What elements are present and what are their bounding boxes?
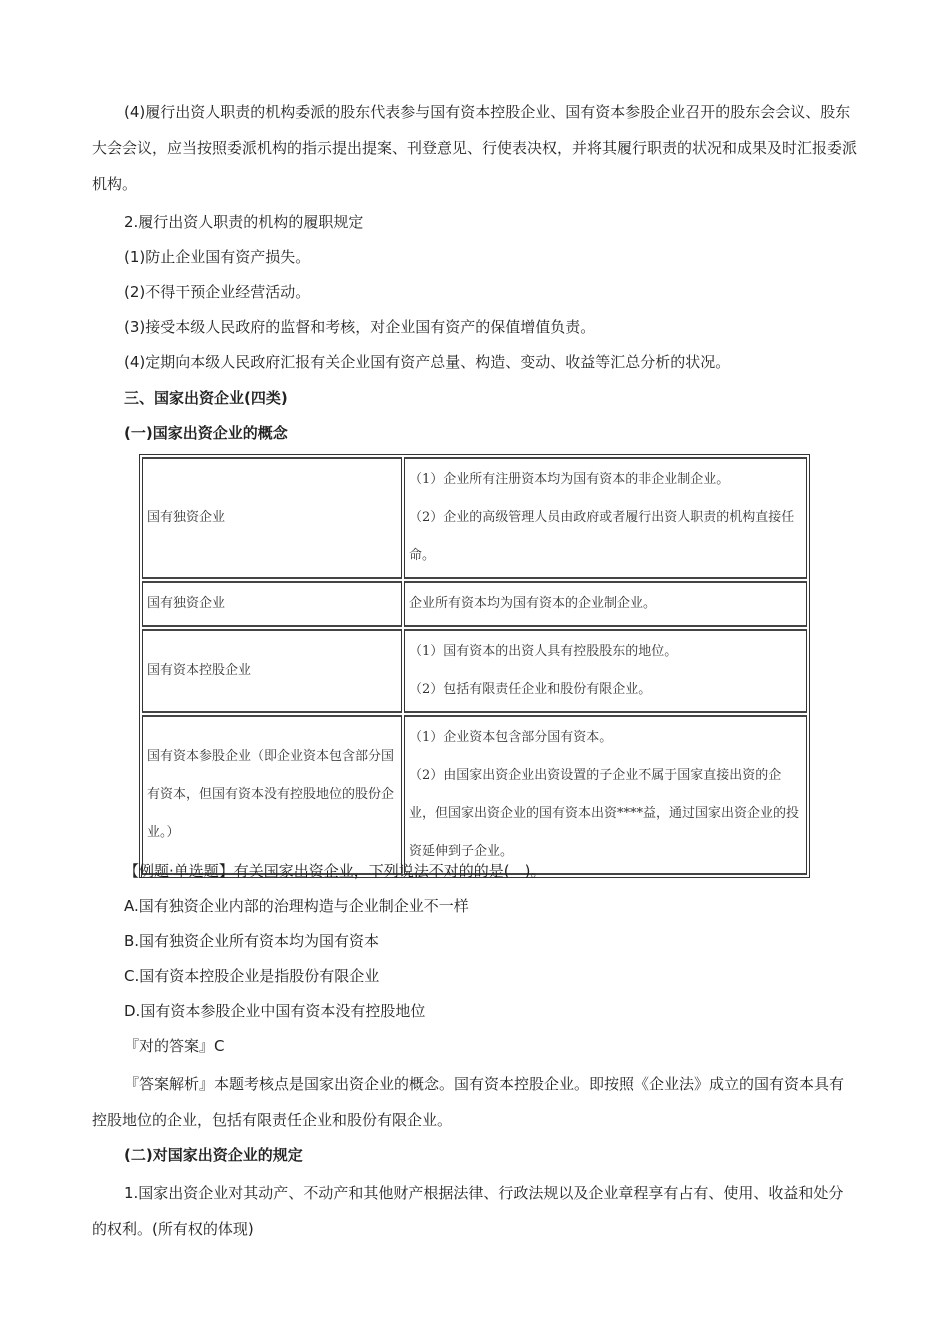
- option-c: C.国有资本控股企业是指股份有限企业: [124, 967, 380, 985]
- table-cell-type: 国有资本参股企业（即企业资本包含部分国有资本，但国有资本没有控股地位的股份企业。）: [142, 715, 402, 875]
- answer-analysis: 『答案解析』本题考核点是国家出资企业的概念。国有资本控股企业。即按照《企业法》成立的国有资本具有控股地位的企业，包括有限责任企业和股份有限企业。: [92, 1075, 845, 1129]
- table-row: [142, 457, 807, 579]
- example-question: 【例题·单选题】有关国家出资企业，下列说法不对的的是( )。: [124, 862, 546, 880]
- paragraph-rule-1: (1)防止企业国有资产损失。: [124, 248, 311, 266]
- table-cell-description: [404, 715, 807, 875]
- table-cell-type: 国有独资企业: [142, 457, 402, 579]
- subsection-heading-concept: (一)国家出资企业的概念: [124, 424, 288, 442]
- description-line: （2）企业的高级管理人员由政府或者履行出资人职责的机构直接任命。: [409, 510, 795, 563]
- table-cell-type: 国有独资企业: [142, 581, 402, 627]
- table-row: [142, 715, 807, 875]
- option-b: B.国有独资企业所有资本均为国有资本: [124, 932, 380, 950]
- table-cell-description: [404, 457, 807, 579]
- subsection-heading-rules: (二)对国家出资企业的规定: [124, 1146, 303, 1164]
- section-heading-3: 三、国家出资企业(四类): [124, 389, 288, 407]
- description-line: 企业所有资本均为国有资本的企业制企业。: [409, 596, 657, 611]
- description-line: （2）由国家出资企业出资设置的子企业不属于国家直接出资的企业，但国家出资企业的国有资本出资****益，通过国家出资企业的投资延伸到子企业。: [409, 768, 800, 859]
- table-row: [142, 581, 807, 627]
- option-d: D.国有资本参股企业中国有资本没有控股地位: [124, 1002, 426, 1020]
- paragraph-duty-rules-heading: 2.履行出资人职责的机构的履职规定: [124, 213, 364, 231]
- paragraph-rule-2: (2)不得干预企业经营活动。: [124, 283, 311, 301]
- correct-answer: 『对的答案』C: [124, 1037, 225, 1055]
- description-line: （2）包括有限责任企业和股份有限企业。: [409, 682, 652, 697]
- table-row: [142, 629, 807, 713]
- option-a: A.国有独资企业内部的治理构造与企业制企业不一样: [124, 897, 469, 915]
- description-line: （1）国有资本的出资人具有控股股东的地位。: [409, 644, 678, 659]
- paragraph-shareholder-representative: (4)履行出资人职责的机构委派的股东代表参与国有资本控股企业、国有资本参股企业召开的股东会会议、股东大会会议，应当按照委派机构的指示提出提案、刊登意见、行使表决权，并将其履行职责的状况和成果及时汇报委派机构。: [92, 103, 858, 193]
- enterprise-type-table: [139, 454, 810, 878]
- paragraph-rule-3: (3)接受本级人民政府的监督和考核，对企业国有资产的保值增值负责。: [124, 318, 596, 336]
- paragraph-property-rights: 1.国家出资企业对其动产、不动产和其他财产根据法律、行政法规以及企业章程享有占有、使用、收益和处分的权利。(所有权的体现): [92, 1184, 844, 1238]
- description-line: （1）企业所有注册资本均为国有资本的非企业制企业。: [409, 472, 730, 487]
- description-line: （1）企业资本包含部分国有资本。: [409, 730, 613, 745]
- table-cell-description: [404, 581, 807, 627]
- table-cell-type: 国有资本控股企业: [142, 629, 402, 713]
- paragraph-rule-4: (4)定期向本级人民政府汇报有关企业国有资产总量、构造、变动、收益等汇总分析的状况。: [124, 353, 731, 371]
- table-cell-description: [404, 629, 807, 713]
